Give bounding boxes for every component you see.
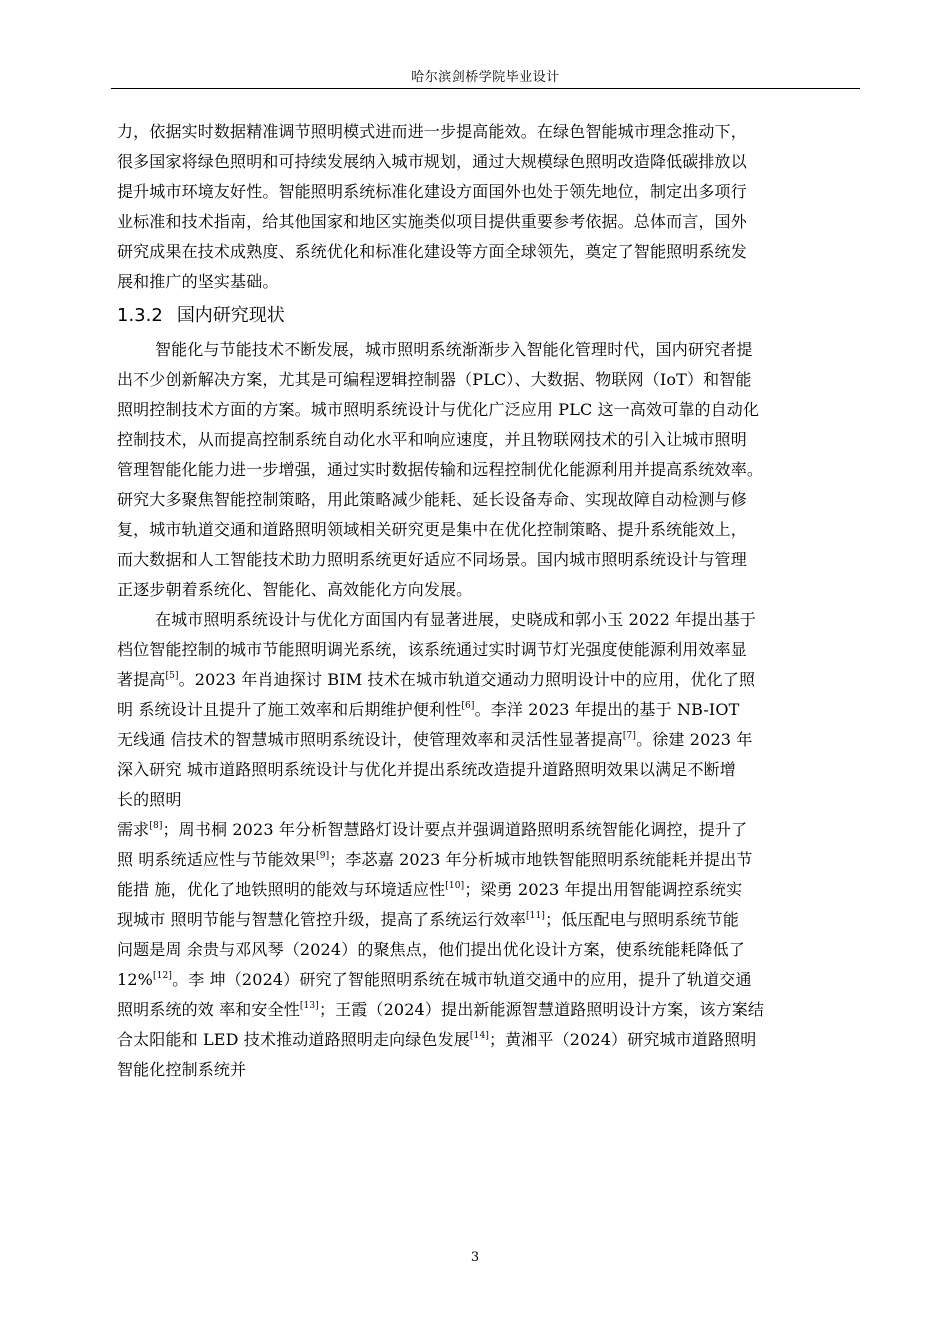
text-line xyxy=(117,815,857,845)
text-line: 档位智能控制的城市节能照明调光系统，该系统通过实时调节灯光强度使能源利用效率显 xyxy=(117,640,747,659)
paragraph-domestic-overview xyxy=(117,335,857,605)
text-line xyxy=(117,725,857,755)
citation-ref: [5] xyxy=(165,671,179,681)
text-line xyxy=(117,695,857,725)
text-run: ；低压配电与照明系统节能 xyxy=(545,910,739,929)
citation-ref: [10] xyxy=(445,881,465,891)
text-line: 提升城市环境友好性。智能照明系统标准化建设方面国外也处于领先地位，制定出多项行 xyxy=(117,182,747,201)
text-run: 明 系统设计且提升了施工效率和后期维护便利性 xyxy=(117,700,462,719)
paragraph-domestic-citations xyxy=(117,815,857,1085)
page-number: 3 xyxy=(470,1250,480,1265)
text-line xyxy=(117,995,857,1025)
citation-ref: [9] xyxy=(316,851,330,861)
text-line xyxy=(117,905,857,935)
text-run: ；王霞（2024）提出新能源智慧道路照明设计方案，该方案结 xyxy=(318,1000,765,1019)
text-run: ；周书桐 2023 年分析智慧路灯设计要点并强调道路照明系统智能化调控，提升了 xyxy=(162,820,748,839)
paragraph-domestic-progress xyxy=(117,605,857,815)
text-line: 而大数据和人工智能技术助力照明系统更好适应不同场景。国内城市照明系统设计与管理 xyxy=(117,550,747,569)
section-heading xyxy=(117,298,857,334)
text-line: 研究成果在技术成熟度、系统优化和标准化建设等方面全球领先，奠定了智能照明系统发 xyxy=(117,242,747,261)
citation-ref: [11] xyxy=(526,911,546,921)
text-line: 照明控制技术方面的方案。城市照明系统设计与优化广泛应用 PLC 这一高效可靠的自动化 xyxy=(117,400,760,419)
text-run: ；李苾嘉 2023 年分析城市地铁智能照明系统能耗并提出节 xyxy=(329,850,753,869)
text-run: 。李 坤（2024）研究了智能照明系统在城市轨道交通中的应用，提升了轨道交通 xyxy=(172,970,752,989)
citation-ref: [14] xyxy=(469,1031,489,1041)
text-line: 长的照明 xyxy=(117,790,182,809)
citation-ref: [6] xyxy=(461,701,475,711)
citation-ref: [12] xyxy=(153,971,173,981)
text-line xyxy=(117,1025,857,1055)
text-run: 能措 施，优化了地铁照明的能效与环境适应性 xyxy=(117,880,446,899)
text-line: 正逐步朝着系统化、智能化、高效能化方向发展。 xyxy=(117,580,473,599)
text-run: ；黄湘平（2024）研究城市道路照明 xyxy=(488,1030,757,1049)
text-line: 问题是周 余贵与邓风琴（2024）的聚焦点，他们提出优化设计方案，使系统能耗降低了 xyxy=(117,940,745,959)
text-line: 控制技术，从而提高控制系统自动化水平和响应速度，并且物联网技术的引入让城市照明 xyxy=(117,430,747,449)
text-run: 著提高 xyxy=(117,670,166,689)
text-line xyxy=(117,875,857,905)
text-line: 管理智能化能力进一步增强，通过实时数据传输和远程控制优化能源利用并提高系统效率。 xyxy=(117,460,764,479)
text-line xyxy=(117,845,857,875)
text-line xyxy=(117,965,857,995)
text-run: 。李洋 2023 年提出的基于 NB-IOT xyxy=(474,700,740,719)
text-line: 深入研究 城市道路照明系统设计与优化并提出系统改造提升道路照明效果以满足不断增 xyxy=(117,760,736,779)
text-line: 研究大多聚焦智能控制策略，用此策略减少能耗、延长设备寿命、实现故障自动检测与修 xyxy=(117,490,747,509)
text-line: 在城市照明系统设计与优化方面国内有显著进展，史晓成和郭小玉 2022 年提出基于 xyxy=(155,610,756,629)
text-run: 照明系统的效 率和安全性 xyxy=(117,1000,300,1019)
text-run: 现城市 照明节能与智慧化管控升级，提高了系统运行效率 xyxy=(117,910,526,929)
text-line xyxy=(117,665,857,695)
section-title: 国内研究现状 xyxy=(176,305,285,326)
page-body xyxy=(117,117,857,1085)
text-run: 。2023 年肖迪探讨 BIM 技术在城市轨道交通动力照明设计中的应用，优化了照 xyxy=(178,670,756,689)
text-line: 复，城市轨道交通和道路照明领域相关研究更是集中在优化控制策略、提升系统能效上， xyxy=(117,520,747,539)
text-run: 合太阳能和 LED 技术推动道路照明走向绿色发展 xyxy=(117,1030,470,1049)
page-header: 哈尔滨剑桥学院毕业设计 xyxy=(411,70,560,85)
text-run: 12% xyxy=(117,970,154,989)
paragraph-foreign-research-conclusion xyxy=(117,117,857,297)
text-run: 无线通 信技术的智慧城市照明系统设计，使管理效率和灵活性显著提高 xyxy=(117,730,623,749)
text-run: 照 明系统适应性与节能效果 xyxy=(117,850,317,869)
text-line: 业标准和技术指南，给其他国家和地区实施类似项目提供重要参考依据。总体而言，国外 xyxy=(117,212,747,231)
text-line: 智能化与节能技术不断发展，城市照明系统渐渐步入智能化管理时代，国内研究者提 xyxy=(155,340,753,359)
text-line: 很多国家将绿色照明和可持续发展纳入城市规划，通过大规模绿色照明改造降低碳排放以 xyxy=(117,152,747,171)
text-run: ；梁勇 2023 年提出用智能调控系统实 xyxy=(464,880,743,899)
citation-ref: [8] xyxy=(149,821,163,831)
text-line: 智能化控制系统并 xyxy=(117,1060,247,1079)
text-line: 力，依据实时数据精准调节照明模式进而进一步提高能效。在绿色智能城市理念推动下， xyxy=(117,122,747,141)
text-run: 需求 xyxy=(117,820,150,839)
citation-ref: [13] xyxy=(299,1001,319,1011)
citation-ref: [7] xyxy=(622,731,637,741)
text-line: 出不少创新解决方案，尤其是可编程逻辑控制器（PLC）、大数据、物联网（IoT）和智能 xyxy=(117,370,752,389)
text-run: 。徐建 2023 年 xyxy=(636,730,753,749)
text-line: 展和推广的坚实基础。 xyxy=(117,272,279,291)
header-rule xyxy=(111,88,860,89)
section-number: 1.3.2 xyxy=(117,305,163,326)
